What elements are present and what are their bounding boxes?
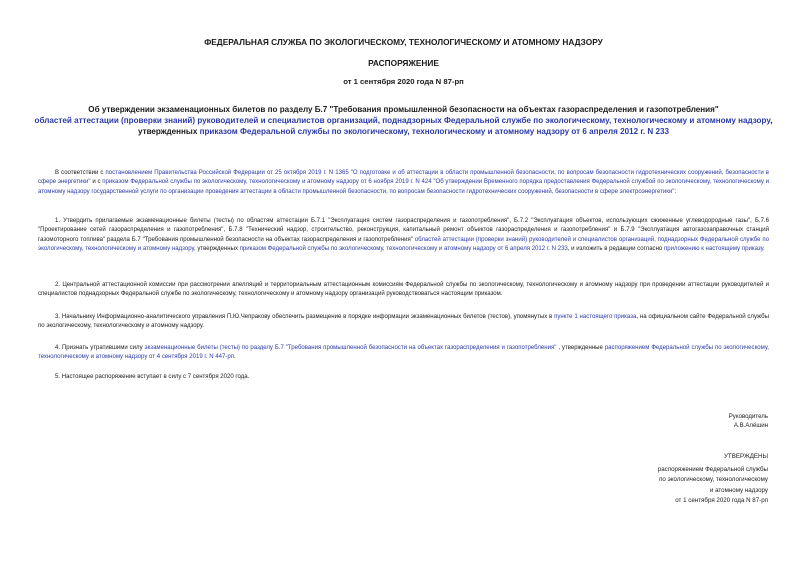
title-link-order-233[interactable]: приказом Федеральной службы по экологическому, технологическому и атомному надзору от 6 апреля 2012 г. N 233 xyxy=(199,127,669,136)
paragraph-item-4 xyxy=(38,344,769,363)
approval-line: распоряжением Федеральной службы xyxy=(657,466,768,473)
signatory-role: Руководитель xyxy=(728,413,768,420)
text: , и изложить в редакции согласно xyxy=(567,245,664,252)
signatory-name: А.В.Алёшин xyxy=(733,422,768,429)
title-link-attestation-areas[interactable]: областей аттестации (проверки знаний) руководителей и специалистов организаций, поднадзорных Федеральной службе по экологическому, технологическому и атомному надзору xyxy=(34,116,771,125)
approval-line: и атомному надзору xyxy=(709,487,768,494)
link-appendix[interactable]: приложению к настоящему приказу xyxy=(663,245,764,252)
link-exam-tickets-b7[interactable]: экзаменационные билеты (тесты) по разделу Б.7 "Требования промышленной безопасности на объектах газораспределения и газопотребления" xyxy=(144,345,557,351)
link-order-447[interactable]: распоряжением Федеральной службы по экологическому, технологическому и атомному надзору от 4 сентября 2019 г. N 447-рп xyxy=(38,345,769,361)
paragraph-item-3 xyxy=(38,313,769,332)
text: . xyxy=(234,354,236,361)
paragraph-item-2: 2. Центральной аттестационной комиссии при рассмотрении апелляций и территориальным аттестационным комиссиям Федеральной службы по экологическому, технологическому и атомному надзору при проведении аттестации руководителей и специалистов поднадзорных Федеральной службе по экологическому, технологическому и атомному надзору организаций руководствоваться настоящим приказом. xyxy=(38,282,769,298)
text: 4. Признать утратившими силу xyxy=(55,345,145,351)
link-government-decree-1365[interactable]: постановлением Правительства Российской Федерации от 25 октября 2019 г. N 1365 "О подготовке и об аттестации в области промышленной безопасности, по вопросам безопасности гидротехнических сооружений, безопасности в сфере энергетики" xyxy=(38,170,770,186)
text: . xyxy=(763,245,765,252)
paragraph-preamble xyxy=(38,169,769,197)
document-title-line2 xyxy=(26,115,781,137)
paragraph-item-1 xyxy=(38,217,769,254)
text: , утвержденные xyxy=(556,345,605,351)
approval-line: по экологическому, технологическому xyxy=(659,476,768,483)
text: : xyxy=(674,188,677,195)
link-attestation-areas[interactable]: областей аттестации (проверки знаний) руководителей и специалистов организаций, поднадзорных Федеральной службе по экологическому, технологическому и атомному надзору xyxy=(38,236,770,252)
link-point-1[interactable]: пункте 1 настоящего приказа xyxy=(554,314,637,320)
approval-heading: УТВЕРЖДЕНЫ xyxy=(724,453,768,460)
text: , утвержденных xyxy=(193,245,240,252)
text: 1. Утвердить прилагаемые экзаменационные билеты (тесты) по областям аттестации Б.7.1 "Эксплуатация систем газораспределения и газопотребления", Б.7.2 "Эксплуатация объектов, использующих сжиженные углеводородные газы", Б.7.6 "Проектирование сетей газораспределения и газопотребления", Б.7.8 "Технический надзор, строительство, реконструкция, капитальный ремонт объектов газораспределения и газопотребления" и Б.7.9 "Эксплуатация автогазозаправочных станций газомоторного топлива" раздела Б.7 "Требования промышленной безопасности на объектах газораспределения и газопотребления" xyxy=(38,218,769,243)
text: В соответствии с xyxy=(55,170,106,176)
text: и с xyxy=(90,179,103,186)
text: , на официальном сайте Федеральной службы по экологическому, технологическому и атомному надзору. xyxy=(38,314,769,330)
document-type: РАСПОРЯЖЕНИЕ xyxy=(368,58,439,68)
link-order-233[interactable]: приказом Федеральной службы по экологическому, технологическому и атомному надзору от 6 апреля 2012 г. N 233 xyxy=(239,245,568,252)
document-date: от 1 сентября 2020 года N 87-рп xyxy=(343,77,464,86)
paragraph-item-5: 5. Настоящее распоряжение вступает в силу с 7 сентября 2020 года. xyxy=(55,374,250,380)
document-title: Об утверждении экзаменационных билетов по разделу Б.7 "Требования промышленной безопасности на объектах газораспределения и газопотребления" xyxy=(88,105,719,114)
agency-heading: ФЕДЕРАЛЬНАЯ СЛУЖБА ПО ЭКОЛОГИЧЕСКОМУ, ТЕХНОЛОГИЧЕСКОМУ И АТОМНОМУ НАДЗОРУ xyxy=(204,37,603,47)
title-text: , утвержденных xyxy=(138,116,773,136)
link-order-424[interactable]: приказом Федеральной службы по экологическому, технологическому и атомному надзору от 6 ноября 2019 г. N 424 "Об утверждении Временного порядка предоставления Федеральной службой по экологическому, технологическому и атомному надзору государственной услуги по организации проведения аттестации в области промышленной безопасности, по вопросам безопасности гидротехнических сооружений, безопасности в сфере электроэнергетики" xyxy=(38,179,769,195)
approval-line: от 1 сентября 2020 года N 87-рп xyxy=(675,497,768,504)
text: 3. Начальнику Информационно-аналитического управления П.Ю.Чепракову обеспечить размещение в порядке информации экзаменационных билетов (тестов), упомянутых в xyxy=(55,314,555,320)
